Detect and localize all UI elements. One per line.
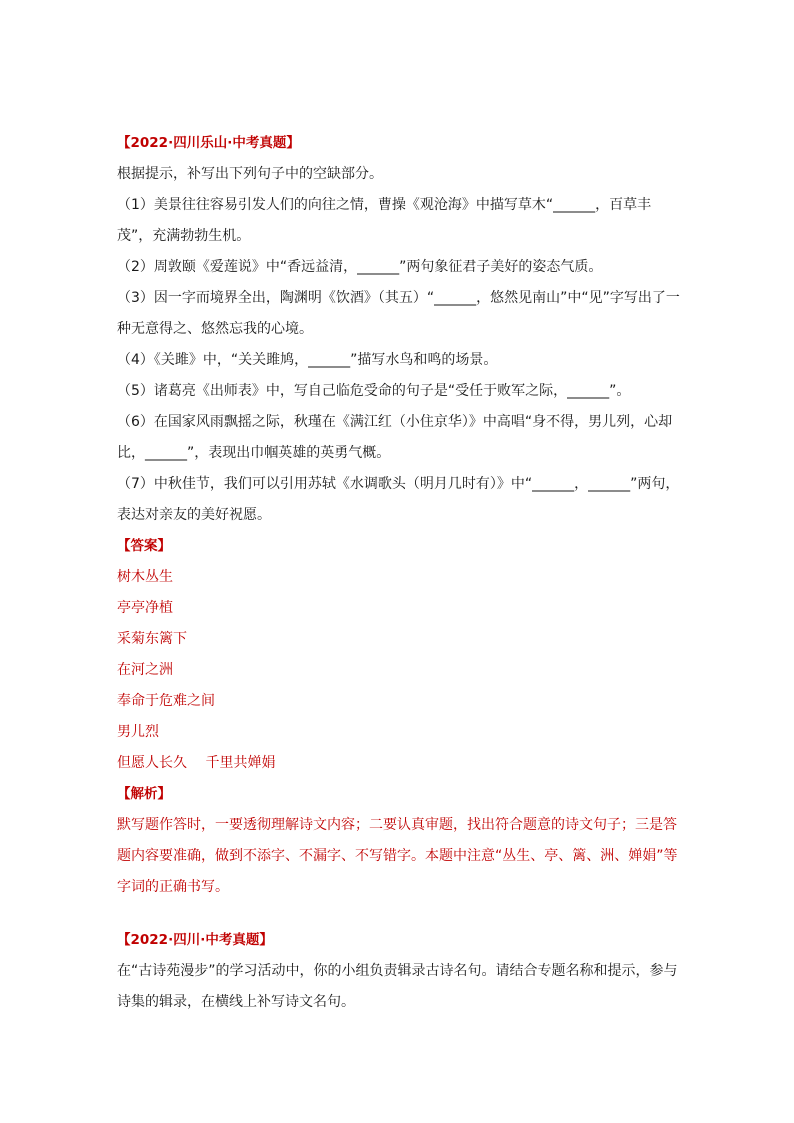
question-source-tag: 【2022·四川·中考真题】 [117,932,273,948]
analysis-text: 默写题作答时，一要透彻理解诗文内容；二要认真审题，找出符合题意的诗文句子；三是答题内容要准确，做到不添字、不漏字、不写错字。本题中注意“丛生、亭、篱、洲、婵娟”等字词的正确书写。 [117,817,678,895]
analysis-label: 【解析】 [117,786,171,802]
question-source-tag: 【2022·四川乐山·中考真题】 [117,135,300,151]
answer-line: 在河之洲 [117,662,173,678]
section-spacer [117,903,680,925]
answer-line: 男儿烈 [117,724,159,740]
question-item-7: （7）中秋佳节，我们可以引用苏轼《水调歌头（明月几时有）》中“______，______”两句，表达对亲友的美好祝愿。 [117,476,680,523]
question-item-5: （5）诸葛亮《出师表》中，写自己临危受命的句子是“受任于败军之际，______”。 [117,383,631,399]
document-page [117,128,680,1018]
question-item-2: （2）周敦颐《爱莲说》中“香远益清，______”两句象征君子美好的姿态气质。 [117,259,603,275]
question-item-6: （6）在国家风雨飘摇之际，秋瑾在《满江红（小住京华）》中高唱“身不得，男儿列，心却比，______”，表现出巾帼英雄的英勇气概。 [117,414,673,461]
question-instruction: 根据提示，补写出下列句子中的空缺部分。 [117,166,383,182]
question-item-4: （4）《关雎》中，“关关雎鸠，______”描写水鸟和鸣的场景。 [117,352,498,368]
answer-line: 采菊东篱下 [117,631,187,647]
answer-label: 【答案】 [117,538,171,554]
question-item-1: （1）美景往往容易引发人们的向往之情，曹操《观沧海》中描写草木“______，百草丰茂”，充满勃勃生机。 [117,197,652,244]
question-item-3: （3）因一字而境界全出，陶渊明《饮酒》（其五）“______，悠然见南山”中“见”字写出了一种无意得之、悠然忘我的心境。 [117,290,680,337]
question-instruction: 在“古诗苑漫步”的学习活动中，你的小组负责辑录古诗名句。请结合专题名称和提示，参与诗集的辑录，在横线上补写诗文名句。 [117,963,678,1010]
answer-line: 但愿人长久 千里共婵娟 [117,755,276,771]
answer-line: 奉命于危难之间 [117,693,215,709]
answer-line: 亭亭净植 [117,600,173,616]
answer-line: 树木丛生 [117,569,173,585]
